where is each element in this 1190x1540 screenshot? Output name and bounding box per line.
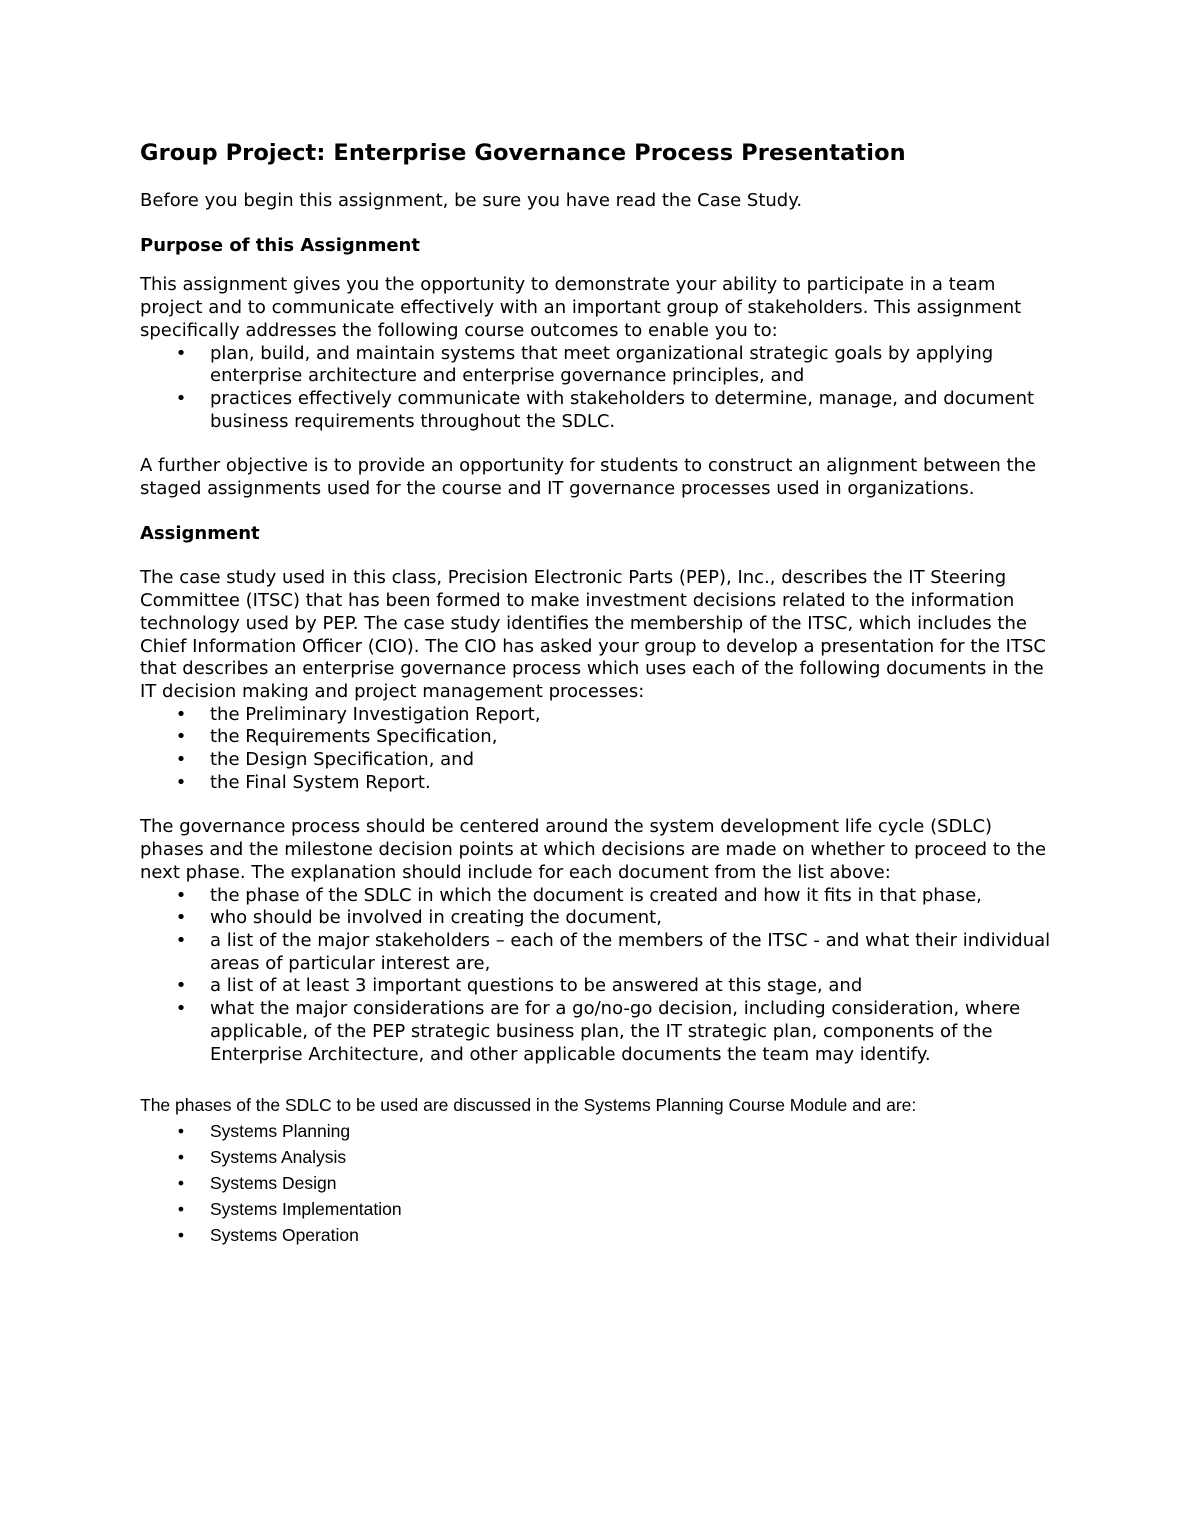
list-item: • the Preliminary Investigation Report, <box>175 703 541 725</box>
list-item: • a list of the major stakeholders – each of the members of the ITSC - and what their individual areas of particular interest are, <box>175 929 1051 974</box>
objective-paragraph: A further objective is to provide an opportunity for students to construct an alignment between the staged assignments used for the course and IT governance processes used in organizations. <box>140 455 1037 500</box>
list-item: • Systems Analysis <box>140 1144 1060 1170</box>
bullet-icon: • <box>175 387 187 409</box>
list-item: • a list of at least 3 important questions to be answered at this stage, and <box>175 975 863 997</box>
page-title: Group Project: Enterprise Governance Process Presentation <box>140 140 906 166</box>
bullet-icon: • <box>175 907 187 929</box>
assignment-heading: Assignment <box>140 522 260 544</box>
assignment-paragraph: The case study used in this class, Precision Electronic Parts (PEP), Inc., describes the IT Steering Committee (ITSC) that has been formed to make investment decisions related to the information technology used by PEP. The case study identifies the membership of the ITSC, which includes the Chief Information Officer (CIO). The CIO has asked your group to develop a presentation for the ITSC that describes an enterprise governance process which uses each of the following documents in the IT decision making and project management processes: <box>140 567 1046 702</box>
explanation-list <box>140 885 1060 1067</box>
bullet-icon: • <box>175 929 187 951</box>
bullet-icon: • <box>175 998 187 1020</box>
bullet-icon: • <box>177 1173 185 1194</box>
bullet-icon: • <box>175 771 187 793</box>
bullet-icon: • <box>175 342 187 364</box>
bullet-icon: • <box>177 1199 185 1220</box>
bullet-icon: • <box>175 975 187 997</box>
list-item: • the phase of the SDLC in which the document is created and how it fits in that phase, <box>175 884 982 906</box>
list-item: • Systems Operation <box>140 1222 1060 1248</box>
list-item: • the Final System Report. <box>175 771 431 793</box>
bullet-icon: • <box>175 749 187 771</box>
bullet-icon: • <box>175 726 187 748</box>
list-item: • Systems Planning <box>140 1118 1060 1144</box>
phases-section <box>140 1092 1060 1248</box>
bullet-icon: • <box>177 1147 185 1168</box>
purpose-paragraph: This assignment gives you the opportunity to demonstrate your ability to participate in a team project and to communicate effectively with an important group of stakeholders. This assignment specifically addresses the following course outcomes to enable you to: <box>140 274 1022 341</box>
list-item: • practices effectively communicate with stakeholders to determine, manage, and document business requirements throughout the SDLC. <box>175 387 1035 432</box>
bullet-icon: • <box>177 1225 185 1246</box>
list-item: • plan, build, and maintain systems that meet organizational strategic goals by applying enterprise architecture and enterprise governance principles, and <box>175 342 994 387</box>
purpose-heading: Purpose of this Assignment <box>140 234 420 256</box>
list-item: • Systems Implementation <box>140 1196 1060 1222</box>
bullet-icon: • <box>177 1121 185 1142</box>
list-item: • the Design Specification, and <box>175 749 475 771</box>
list-item: • the Requirements Specification, <box>175 726 498 748</box>
list-item: • who should be involved in creating the document, <box>175 907 662 929</box>
outcomes-list <box>140 343 1060 434</box>
phases-intro: The phases of the SDLC to be used are discussed in the Systems Planning Course Module and are: <box>140 1095 917 1116</box>
document-body <box>140 136 1060 1248</box>
phases-list <box>140 1118 1060 1248</box>
bullet-icon: • <box>175 884 187 906</box>
list-item: • what the major considerations are for a go/no-go decision, including consideration, where applicable, of the PEP strategic business plan, the IT strategic plan, components of the Enterprise Architecture, and other applicable documents the team may identify. <box>175 998 1021 1065</box>
documents-list <box>140 704 1060 795</box>
list-item: • Systems Design <box>140 1170 1060 1196</box>
intro-paragraph: Before you begin this assignment, be sure you have read the Case Study. <box>140 190 803 211</box>
governance-paragraph: The governance process should be centered around the system development life cycle (SDLC) phases and the milestone decision points at which decisions are made on whether to proceed to the next phase. The explanation should include for each document from the list above: <box>140 816 1047 883</box>
bullet-icon: • <box>175 703 187 725</box>
